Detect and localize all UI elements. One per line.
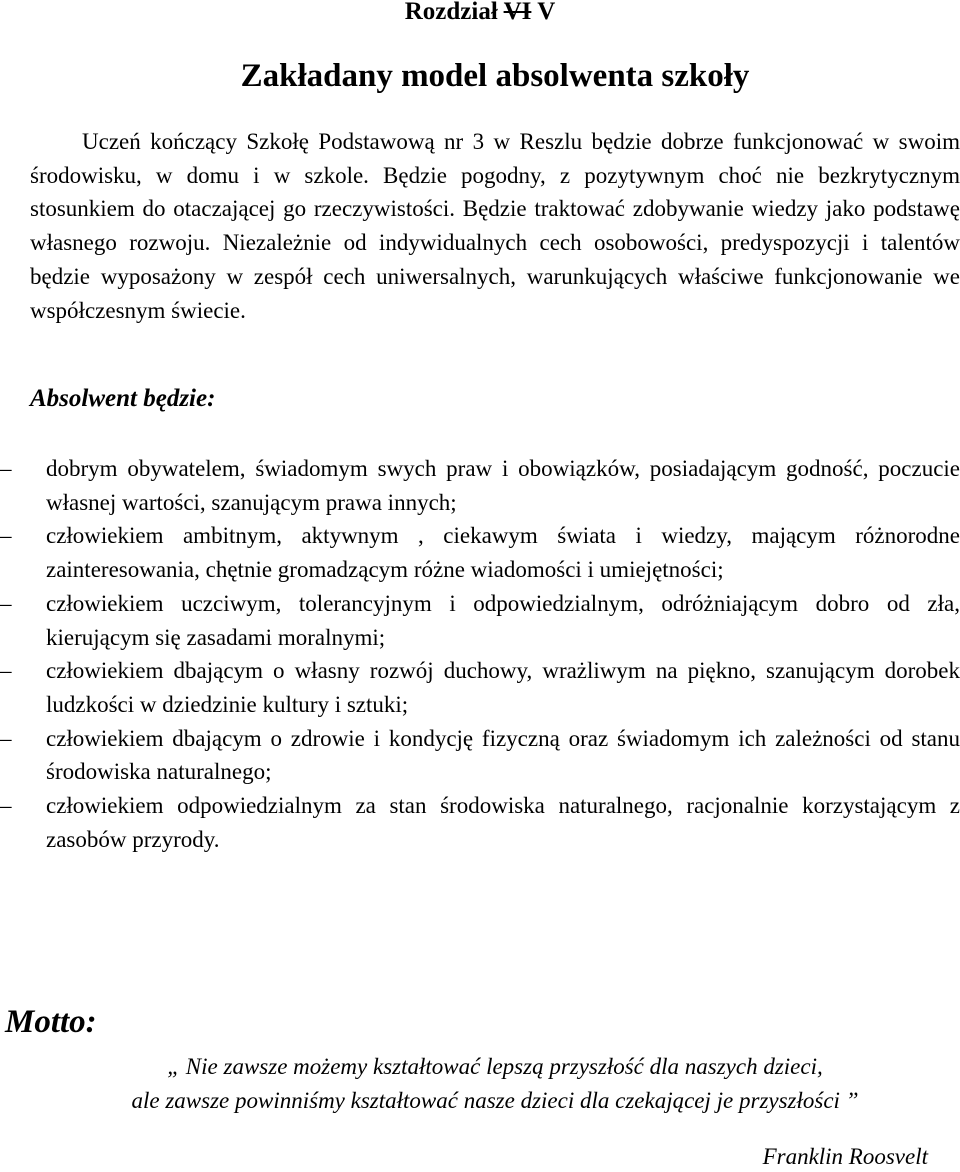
trait-text: dobrym obywatelem, świadomym swych praw i obowiązków, posiadającym godność, poczucie własnej wartości, szanującym prawa innych; (46, 456, 960, 515)
trait-text: człowiekiem ambitnym, aktywnym , ciekawym świata i wiedzy, mającym różnorodne zainteresowania, chętnie gromadzącym różne wiadomości i umiejętności; (46, 523, 960, 583)
chapter-struck-numeral: VI (503, 0, 532, 25)
intro-text: Uczeń kończący Szkołę Podstawową nr 3 w Reszlu będzie dobrze funkcjonować w swoim środowisku, w domu i w szkole. Będzie pogodny, z pozytywnym choć nie bezkrytycznym stosunkiem do otaczającej go rzeczywistości. Będzie traktować zdobywanie wiedzy jako podstawę własnego rozwoju. Niezależnie od indywidualnych cech osobowości, predyspozycji i talentów będzie wyposażony w zespół cech uniwersalnych, warunkujących właściwe funkcjonowanie we współczesnym świecie. (30, 129, 960, 323)
list-item (0, 587, 960, 654)
motto-quote (30, 1050, 960, 1118)
quote-line: ale zawsze powinniśmy kształtować nasze dzieci dla czekającej je przyszłości ” (131, 1088, 859, 1113)
list-item (0, 789, 960, 856)
quote-author: Franklin Roosvelt (762, 1144, 928, 1169)
quote-line: „ Nie zawsze możemy kształtować lepszą przyszłość dla naszych dzieci, (167, 1054, 823, 1079)
graduate-traits-list (0, 452, 960, 856)
dash-bullet-icon: – (0, 590, 12, 616)
list-item (0, 654, 960, 721)
trait-text: człowiekiem dbającym o własny rozwój duchowy, wrażliwym na piękno, szanującym dorobek ludzkości w dziedzinie kultury i sztuki; (46, 658, 960, 717)
list-item (0, 722, 960, 789)
dash-bullet-icon: – (0, 725, 12, 751)
list-item (0, 519, 960, 586)
intro-paragraph (30, 125, 960, 327)
motto-heading: Motto: (5, 1004, 97, 1040)
chapter-label: Rozdział (404, 0, 498, 25)
trait-text: człowiekiem dbającym o zdrowie i kondycję fizyczną oraz świadomym ich zależności od stanu środowiska naturalnego; (46, 725, 960, 785)
chapter-heading (0, 0, 960, 26)
dash-bullet-icon: – (0, 523, 12, 549)
chapter-numeral: V (537, 0, 556, 25)
list-item (0, 452, 960, 519)
dash-bullet-icon: – (0, 658, 12, 684)
dash-bullet-icon: – (0, 456, 12, 481)
trait-text: człowiekiem odpowiedzialnym za stan środowiska naturalnego, racjonalnie korzystającym z zasobów przyrody. (46, 793, 960, 852)
trait-text: człowiekiem uczciwym, tolerancyjnym i odpowiedzialnym, odróżniającym dobro od zła, kierującym się zasadami moralnymi; (46, 590, 960, 650)
page-title: Zakładany model absolwenta szkoły (240, 58, 750, 94)
graduate-lead: Absolwent będzie: (30, 385, 216, 412)
dash-bullet-icon: – (0, 793, 12, 819)
